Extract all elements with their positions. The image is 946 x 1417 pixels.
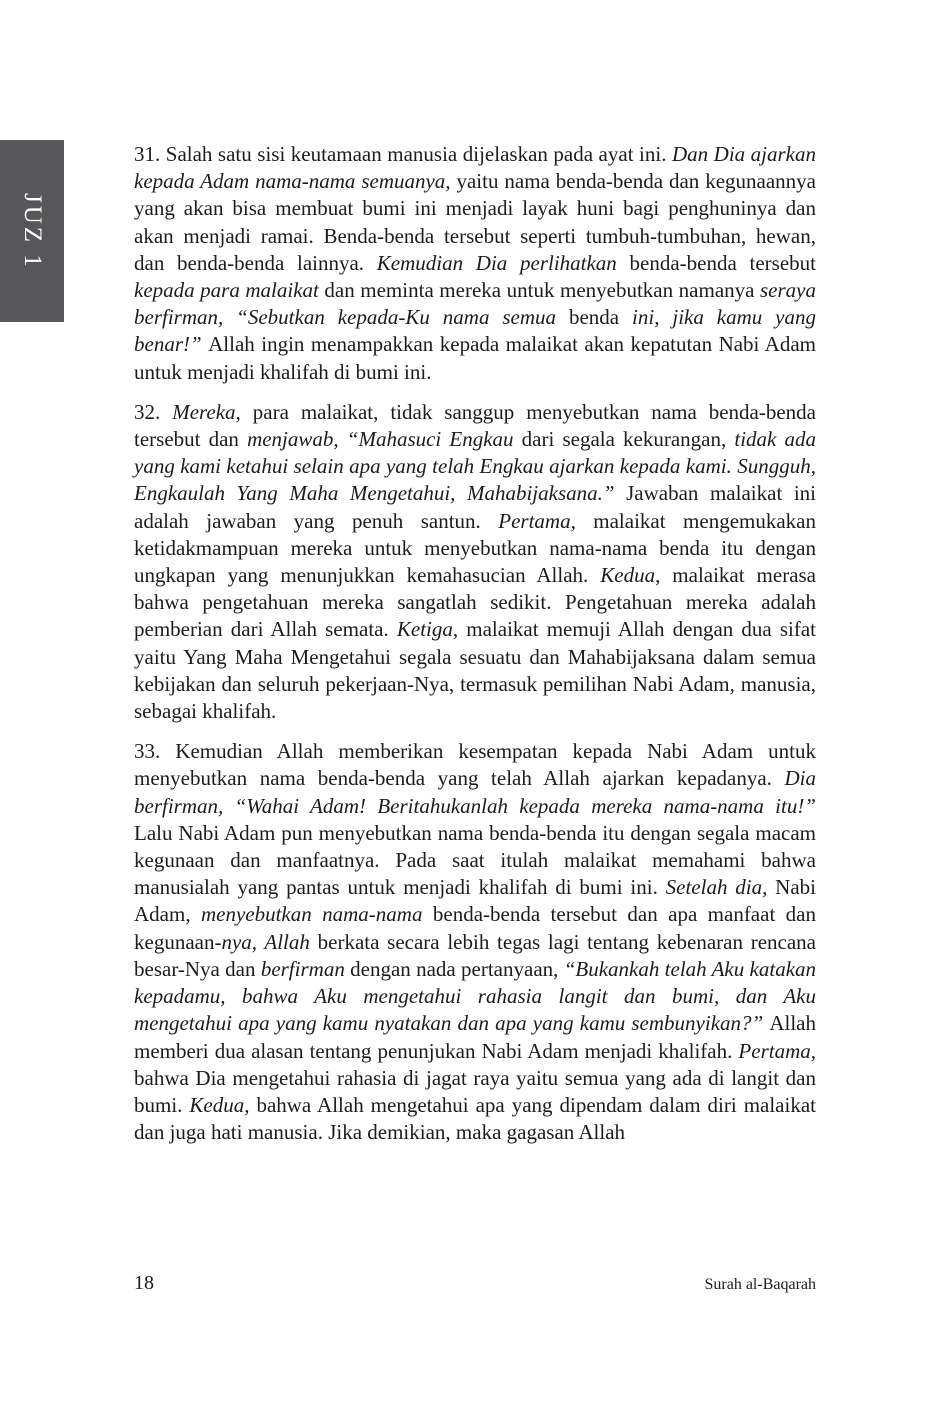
text-segment: Allah ingin menampakkan kepada malaikat akan kepatutan Nabi Adam untuk menjadi khalifah di bumi ini. [134, 332, 817, 384]
text-segment: dengan nada pertanyaan, [350, 956, 564, 981]
italic-text-segment: Kemudian Dia perlihatkan [376, 250, 630, 275]
italic-text-segment: Pertama, [738, 1038, 816, 1063]
text-segment: yaitu nama benda-benda dan kegunaannya yang akan bisa membuat bumi ini menjadi layak huni bagi penghuninya dan akan menjadi ramai. Benda-benda tersebut seperti tumbuh-tumbuhan, hewan, dan benda-benda lainnya. [134, 169, 816, 275]
italic-text-segment: Ketiga, [396, 617, 467, 642]
page-footer [134, 1272, 816, 1295]
text-segment: 32. [134, 399, 173, 424]
italic-text-segment: “Bukankah telah Aku katakan kepadamu, bahwa Aku mengetahui rahasia langit dan bumi, dan Aku mengetahui apa yang kamu nyatakan dan apa yang kamu sembunyikan?” [134, 956, 817, 1036]
italic-text-segment: Kedua, [189, 1092, 257, 1117]
body-text [134, 141, 816, 1159]
text-segment: Allah memberi dua alasan tentang penunjukan Nabi Adam menjadi khalifah. [134, 1011, 816, 1063]
text-segment: benda-benda tersebut [629, 250, 816, 275]
text-segment: benda [568, 305, 633, 330]
text-segment: para malaikat, tidak sanggup menyebutkan nama benda-benda tersebut dan [134, 399, 816, 452]
text-segment: berkata secara lebih tegas lagi tentang kebenaran rencana besar-Nya dan [134, 929, 816, 981]
paragraph-ayat-33 [134, 738, 816, 1146]
italic-text-segment: Mereka, [172, 399, 253, 424]
text-segment: malaikat mengemukakan ketidakmampuan mereka untuk menyebutkan nama-nama benda itu dengan ungkapan yang menunjukkan kemahasucian Allah. [134, 508, 816, 588]
italic-text-segment: kepada para malaikat [134, 278, 325, 303]
paragraph-ayat-31 [134, 141, 816, 386]
text-segment: , malaikat merasa bahwa pengetahuan mereka sangatlah sedikit. Pengetahuan mereka adalah pemberian dari Allah semata. [134, 563, 817, 642]
text-segment: benda-benda tersebut dan apa manfaat dan kegunaan- [134, 902, 816, 954]
italic-text-segment: seraya berfirman, “Sebutkan kepada-Ku nama semua [134, 278, 816, 330]
text-segment: bahwa Dia mengetahui rahasia di jagat raya yaitu semua yang ada di langit dan bumi. [134, 1065, 816, 1117]
paragraph-ayat-32 [134, 399, 816, 725]
text-segment: dan meminta mereka untuk menyebutkan namanya [324, 278, 760, 303]
text-segment: 31. Salah satu sisi keutamaan manusia dijelaskan pada ayat ini. [134, 142, 672, 166]
italic-text-segment: Dan Dia ajarkan kepada Adam nama-nama semuanya, [134, 142, 817, 194]
italic-text-segment: menjawab, “Mahasuci Engkau [247, 427, 522, 452]
italic-text-segment: Kedua [600, 563, 656, 588]
juz-label: JUZ 1 [19, 192, 46, 270]
italic-text-segment: tidak ada yang kami ketahui selain apa yang telah Engkau ajarkan kepada kami. Sungguh, Engkaulah Yang Maha Mengetahui, Mahabijaksana.” [134, 427, 817, 506]
text-segment: dari segala kekurangan, [521, 427, 735, 452]
text-segment: bahwa Allah mengetahui apa yang dipendam dalam diri malaikat dan juga hati manusia. Jika demikian, maka gagasan Allah [134, 1092, 816, 1145]
italic-text-segment: Dia berfirman, “Wahai Adam! Beritahukanlah kepada mereka nama-nama itu!” [134, 766, 816, 818]
text-segment: malaikat memuji Allah dengan dua sifat yaitu Yang Maha Mengetahui segala sesuatu dan Mahabijaksana dalam semua kebijakan dan seluruh pekerjaan-Nya, termasuk pemilihan Nabi Adam, manusia, sebagai khalifah. [134, 617, 817, 724]
text-segment: 33. Kemudian Allah memberikan kesempatan kepada Nabi Adam untuk menyebutkan nama benda-benda yang telah Allah ajarkan kepadanya. [134, 739, 816, 791]
italic-text-segment: berfirman [260, 956, 351, 981]
italic-text-segment: nya, Allah [221, 929, 318, 954]
italic-text-segment: ini, jika kamu yang benar!” [134, 305, 816, 357]
text-segment: Nabi Adam, [134, 875, 816, 927]
text-segment: Jawaban malaikat ini adalah jawaban yang penuh santun. [134, 481, 816, 533]
italic-text-segment: Pertama, [498, 508, 594, 533]
page-number: 18 [134, 1272, 154, 1294]
text-segment: Lalu Nabi Adam pun menyebutkan nama benda-benda itu dengan segala macam kegunaan dan manfaatnya. Pada saat itulah malaikat memahami bahwa manusialah yang pantas untuk menjadi khalifah di bumi ini. [134, 820, 816, 900]
italic-text-segment: Setelah dia, [665, 875, 776, 900]
italic-text-segment: menyebutkan nama-nama [200, 902, 433, 927]
juz-tab [0, 140, 64, 322]
running-title: Surah al-Baqarah [704, 1276, 816, 1293]
